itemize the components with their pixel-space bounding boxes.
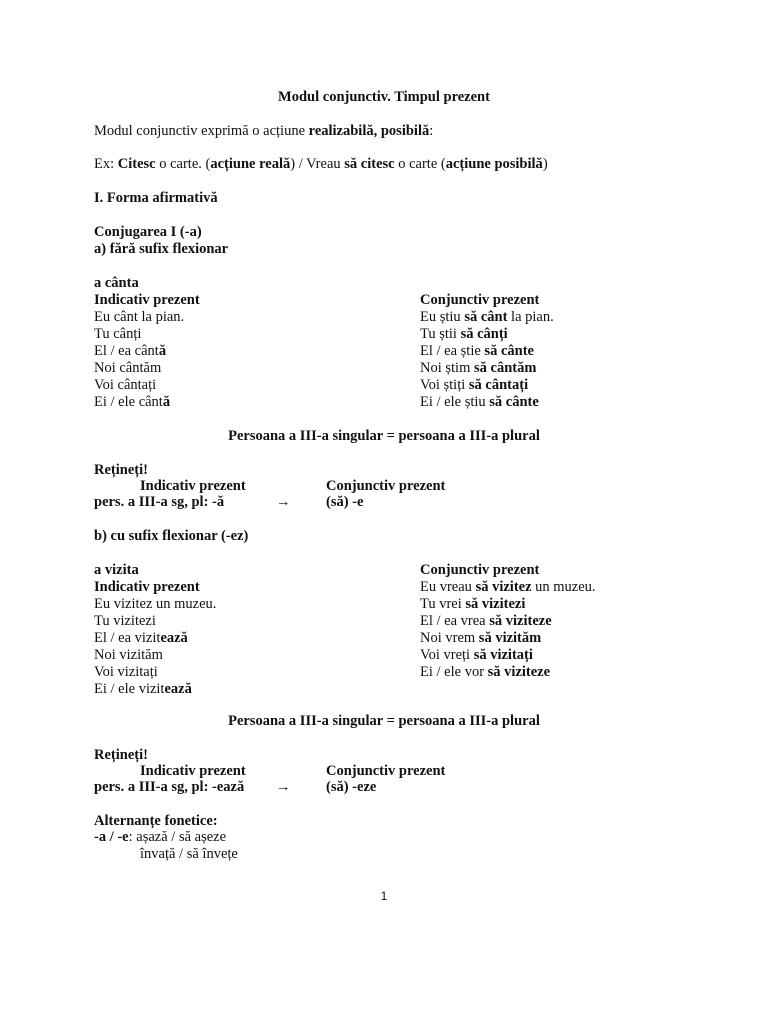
conjunctive-row: Tu vrei să vizitezi xyxy=(420,596,526,612)
conjunctive-row: Noi vrem să vizităm xyxy=(420,630,542,646)
conjunctive-row: Eu vreau să vizitez un muzeu. xyxy=(420,579,596,595)
conjunctive-row: Ei / ele știu să cânte xyxy=(420,394,539,410)
subsection-a-heading: a) fără sufix flexionar xyxy=(94,241,229,257)
conjunctive-row: Eu știu să cânt la pian. xyxy=(420,309,554,325)
arrow-right-icon: → xyxy=(276,494,291,510)
retineti-ending-left: pers. a III-a sg, pl: -ă xyxy=(94,494,225,510)
indicative-row: El / ea vizitează xyxy=(94,630,188,646)
indicative-row: Noi vizităm xyxy=(94,647,163,663)
indicative-row: Noi cântăm xyxy=(94,360,162,376)
retineti-label: Rețineți! xyxy=(94,462,148,478)
retineti-conjunctive-header: Conjunctiv prezent xyxy=(326,763,446,779)
retineti-ending-right: (să) -e xyxy=(326,494,364,510)
retineti-ending-left: pers. a III-a sg, pl: -ează xyxy=(94,779,245,795)
alternante-line: învață / să învețe xyxy=(140,846,238,862)
rule-statement: Persoana a III-a singular = persoana a III-a plural xyxy=(228,428,540,444)
alternante-heading: Alternanțe fonetice: xyxy=(94,813,218,829)
indicative-row: Voi cântați xyxy=(94,377,157,393)
retineti-indicative-header: Indicativ prezent xyxy=(140,763,246,779)
section-heading: I. Forma afirmativă xyxy=(94,190,218,206)
indicative-row: El / ea cântă xyxy=(94,343,167,359)
alternante-line: -a / -e: așază / să așeze xyxy=(94,829,227,845)
verb-a-vizita: a vizita xyxy=(94,562,139,578)
conjunctive-header: Conjunctiv prezent xyxy=(420,292,540,308)
conjunctive-row: Ei / ele vor să viziteze xyxy=(420,664,551,680)
indicative-header: Indicativ prezent xyxy=(94,292,200,308)
rule-statement: Persoana a III-a singular = persoana a III-a plural xyxy=(228,713,540,729)
conjunctive-row: Tu știi să cânți xyxy=(420,326,508,342)
example-paragraph: Ex: Citesc o carte. (acțiune reală) / Vreau să citesc o carte (acțiune posibilă) xyxy=(94,156,548,172)
retineti-indicative-header: Indicativ prezent xyxy=(140,478,246,494)
indicative-row: Eu vizitez un muzeu. xyxy=(94,596,217,612)
conjunctive-header: Conjunctiv prezent xyxy=(420,562,540,578)
indicative-header: Indicativ prezent xyxy=(94,579,200,595)
indicative-row: Ei / ele vizitează xyxy=(94,681,192,697)
indicative-row: Voi vizitați xyxy=(94,664,158,680)
indicative-row: Tu cânți xyxy=(94,326,142,342)
indicative-row: Ei / ele cântă xyxy=(94,394,171,410)
retineti-label: Rețineți! xyxy=(94,747,148,763)
page-number: 1 xyxy=(380,889,388,903)
retineti-ending-right: (să) -eze xyxy=(326,779,377,795)
subsection-b-heading: b) cu sufix flexionar (-ez) xyxy=(94,528,249,544)
conjugation-heading: Conjugarea I (-a) xyxy=(94,224,202,240)
retineti-conjunctive-header: Conjunctiv prezent xyxy=(326,478,446,494)
arrow-right-icon: → xyxy=(276,779,291,795)
page-title: Modul conjunctiv. Timpul prezent xyxy=(278,89,490,105)
conjunctive-row: Voi vreți să vizitați xyxy=(420,647,533,663)
indicative-row: Eu cânt la pian. xyxy=(94,309,185,325)
conjunctive-row: Noi știm să cântăm xyxy=(420,360,537,376)
conjunctive-row: El / ea vrea să viziteze xyxy=(420,613,552,629)
intro-paragraph: Modul conjunctiv exprimă o acțiune realizabilă, posibilă: xyxy=(94,123,434,139)
verb-a-canta: a cânta xyxy=(94,275,139,291)
conjunctive-row: El / ea știe să cânte xyxy=(420,343,534,359)
conjunctive-row: Voi știți să cântați xyxy=(420,377,529,393)
indicative-row: Tu vizitezi xyxy=(94,613,156,629)
